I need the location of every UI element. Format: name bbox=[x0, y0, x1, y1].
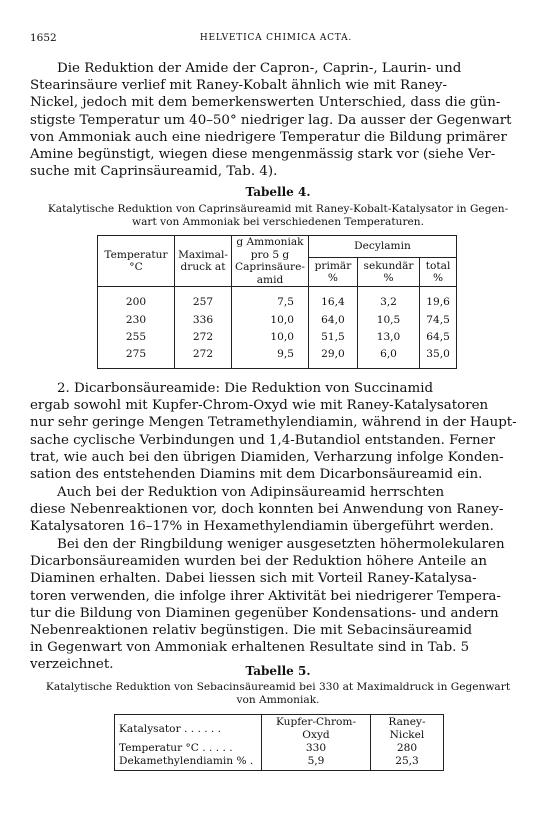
header-temperature: Temperatur °C bbox=[98, 236, 175, 287]
table-cell: 275 bbox=[98, 346, 175, 369]
table-cell: 10,5 bbox=[357, 312, 419, 329]
text-line: verzeichnet. bbox=[30, 657, 114, 673]
table-row bbox=[115, 755, 444, 771]
table-row bbox=[98, 312, 457, 329]
table-cell: 74,5 bbox=[420, 312, 457, 329]
table-cell: Temperatur °C . . . . . bbox=[115, 742, 262, 755]
table-cell: 6,0 bbox=[357, 346, 419, 369]
table-cell: Kupfer-Chrom-Oxyd bbox=[262, 715, 371, 743]
header-decylamin: Decylamin bbox=[308, 236, 456, 258]
table-cell: 255 bbox=[98, 329, 175, 346]
header-total: total % bbox=[420, 258, 457, 287]
caption-line: wart von Ammoniak bei verschiedenen Temperaturen. bbox=[132, 216, 424, 229]
table5 bbox=[114, 714, 444, 771]
table-cell: 13,0 bbox=[357, 329, 419, 346]
table4-title: Tabelle 4. bbox=[245, 185, 311, 199]
table-cell: 10,0 bbox=[232, 329, 309, 346]
table-cell: 336 bbox=[175, 312, 232, 329]
text-line: suche mit Caprinsäureamid, Tab. 4). bbox=[30, 164, 278, 180]
table-row bbox=[98, 287, 457, 312]
header-maximaldruck: Maximal- druck at bbox=[175, 236, 232, 287]
table-cell: 272 bbox=[175, 329, 232, 346]
text-line: Katalysatoren 16–17% in Hexamethylendiamin übergeführt werden. bbox=[30, 519, 494, 535]
page-number: 1652 bbox=[30, 32, 57, 44]
table-cell: 9,5 bbox=[232, 346, 309, 369]
text-line: sation des entstehenden Diamins mit dem Dicarbonsäureamid ein. bbox=[30, 467, 483, 483]
text-line: in Gegenwart von Ammoniak erhaltenen Resultate sind in Tab. 5 bbox=[30, 640, 470, 656]
table-cell: 5,9 bbox=[262, 755, 371, 771]
table-row bbox=[115, 715, 444, 743]
table-cell: Dekamethylendiamin % . bbox=[115, 755, 262, 771]
page-header bbox=[30, 32, 522, 48]
table4-caption bbox=[30, 203, 526, 229]
table-cell: 25,3 bbox=[371, 755, 444, 771]
table-row bbox=[98, 329, 457, 346]
paragraph-adipinsaeureamid bbox=[30, 484, 526, 536]
text-line: toren verwenden, die infolge ihrer Aktivität bei niedrigerer Tempera- bbox=[30, 588, 501, 604]
text-line: stigste Temperatur um 40–50° niedriger lag. Da ausser der Gegenwart bbox=[30, 112, 512, 128]
caption-line: Katalytische Reduktion von Caprinsäureamid mit Raney-Kobalt-Katalysator in Gegen- bbox=[47, 203, 509, 215]
table-cell: 10,0 bbox=[232, 312, 309, 329]
header-ammoniak: g Ammoniak pro 5 g Caprinsäure- amid bbox=[232, 236, 309, 287]
text-line: ergab sowohl mit Kupfer-Chrom-Oxyd wie mit Raney-Katalysatoren bbox=[30, 398, 489, 414]
caption-line: Katalytische Reduktion von Sebacinsäureamid bei 330 at Maximaldruck in Gegenwart bbox=[45, 681, 511, 693]
table-cell: 64,0 bbox=[308, 312, 357, 329]
text-line: sache cyclische Verbindungen und 1,4-Butandiol entstanden. Ferner bbox=[30, 432, 495, 448]
text-line: 2. Dicarbonsäureamide: Die Reduktion von Succinamid bbox=[57, 381, 434, 396]
table-cell: 272 bbox=[175, 346, 232, 369]
text-line: Nebenreaktionen relativ begünstigen. Die mit Sebacinsäureamid bbox=[30, 623, 473, 639]
table-cell: Raney-Nickel bbox=[371, 715, 444, 743]
table-cell: 3,2 bbox=[357, 287, 419, 312]
table-row bbox=[115, 742, 444, 755]
text-line: Die Reduktion der Amide der Capron-, Caprin-, Laurin- und bbox=[57, 61, 462, 76]
text-line: Diaminen erhalten. Dabei liessen sich mit Vorteil Raney-Katalysa- bbox=[30, 571, 477, 587]
text-line: nur sehr geringe Mengen Tetramethylendiamin, während in der Haupt- bbox=[30, 415, 517, 431]
table-cell: 29,0 bbox=[308, 346, 357, 369]
running-head: HELVETICA CHIMICA ACTA. bbox=[199, 33, 353, 43]
table-cell: 280 bbox=[371, 742, 444, 755]
text-line: trat, wie auch bei den übrigen Diamiden, Verharzung infolge Konden- bbox=[30, 449, 504, 465]
table-cell: 330 bbox=[262, 742, 371, 755]
table-row bbox=[98, 346, 457, 369]
table-cell: 7,5 bbox=[232, 287, 309, 312]
text-line: Auch bei der Reduktion von Adipinsäureamid herrschten bbox=[57, 485, 445, 500]
text-line: Nickel, jedoch mit dem bemerkenswerten Unterschied, dass die gün- bbox=[30, 95, 501, 111]
table-cell: 257 bbox=[175, 287, 232, 312]
text-line: Dicarbonsäureamiden wurden bei der Reduktion höhere Anteile an bbox=[30, 554, 488, 570]
caption-line: von Ammoniak. bbox=[236, 694, 320, 707]
table-cell: 19,6 bbox=[420, 287, 457, 312]
table-cell: 35,0 bbox=[420, 346, 457, 369]
table5-title: Tabelle 5. bbox=[245, 664, 311, 678]
text-line: diese Nebenreaktionen vor, doch konnten bei Anwendung von Raney- bbox=[30, 502, 504, 518]
table-cell: Katalysator . . . . . . bbox=[115, 715, 262, 743]
text-line: Amine begünstigt, wiegen diese mengenmässig stark vor (siehe Ver- bbox=[30, 147, 496, 163]
header-primaer: primär % bbox=[308, 258, 357, 287]
table-cell: 16,4 bbox=[308, 287, 357, 312]
table5-caption bbox=[30, 681, 526, 707]
header-sekundaer: sekundär % bbox=[357, 258, 419, 287]
text-line: Bei den der Ringbildung weniger ausgesetzten höhermolekularen bbox=[57, 537, 505, 552]
paragraph-amide-reduction bbox=[30, 60, 526, 180]
table-cell: 200 bbox=[98, 287, 175, 312]
text-line: von Ammoniak auch eine niedrigere Temperatur die Bildung primärer bbox=[30, 129, 507, 145]
table-cell: 230 bbox=[98, 312, 175, 329]
paragraph-hoehermolekulare bbox=[30, 536, 526, 674]
table-cell: 51,5 bbox=[308, 329, 357, 346]
paragraph-dicarbonsaeureamide bbox=[30, 380, 526, 483]
table4 bbox=[97, 235, 457, 369]
text-line: tur die Bildung von Diaminen gegenüber Kondensations- und andern bbox=[30, 605, 499, 621]
text-line: Stearinsäure verlief mit Raney-Kobalt ähnlich wie mit Raney- bbox=[30, 78, 447, 94]
table-cell: 64,5 bbox=[420, 329, 457, 346]
